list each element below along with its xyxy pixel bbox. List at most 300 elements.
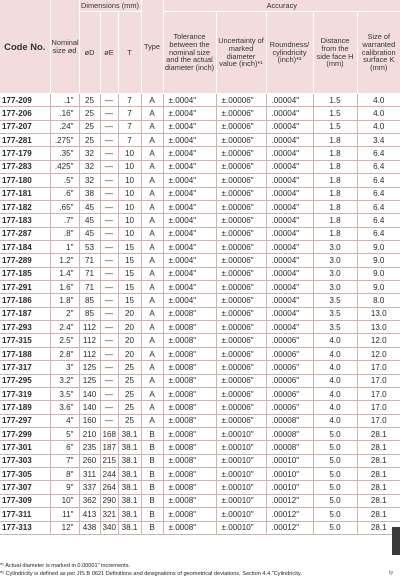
table-row xyxy=(0,160,400,173)
cell-thickness: 7 xyxy=(118,134,141,147)
cell-outer-diameter: 71 xyxy=(79,267,100,280)
cell-thickness: 10 xyxy=(118,227,141,240)
table-row xyxy=(0,427,400,440)
cell-nominal-size: 7" xyxy=(50,454,79,467)
cell-code: 177-181 xyxy=(0,187,50,200)
cell-warranted-surface: 12.0 xyxy=(357,347,400,360)
cell-nominal-size: .1" xyxy=(50,94,79,107)
cell-outer-diameter: 125 xyxy=(79,361,100,374)
cell-thickness: 38.1 xyxy=(118,521,141,534)
page-edge-tab xyxy=(392,527,400,555)
cell-warranted-surface: 6.4 xyxy=(357,227,400,240)
cell-outer-diameter: 71 xyxy=(79,254,100,267)
cell-roundness: .00006" xyxy=(266,374,313,387)
cell-tolerance: ±.0008" xyxy=(163,321,216,334)
cell-uncertainty: ±.00006" xyxy=(216,187,266,200)
cell-thickness: 10 xyxy=(118,214,141,227)
cell-uncertainty: ±.00006" xyxy=(216,94,266,107)
cell-type: B xyxy=(141,508,163,521)
cell-code: 177-319 xyxy=(0,387,50,400)
cell-roundness: .00004" xyxy=(266,227,313,240)
cell-code: 177-184 xyxy=(0,240,50,253)
cell-type: B xyxy=(141,481,163,494)
cell-code: 177-281 xyxy=(0,134,50,147)
cell-thickness: 25 xyxy=(118,387,141,400)
cell-type: A xyxy=(141,387,163,400)
cell-warranted-surface: 4.0 xyxy=(357,94,400,107)
cell-uncertainty: ±.00006" xyxy=(216,240,266,253)
cell-thickness: 20 xyxy=(118,334,141,347)
cell-thickness: 15 xyxy=(118,267,141,280)
header-dimensions: Dimensions (mm) xyxy=(79,0,141,12)
cell-warranted-surface: 28.1 xyxy=(357,481,400,494)
cell-outer-diameter: 413 xyxy=(79,508,100,521)
cell-distance: 4.0 xyxy=(313,387,357,400)
cell-nominal-size: .275" xyxy=(50,134,79,147)
cell-code: 177-206 xyxy=(0,107,50,120)
header-thickness: T xyxy=(118,12,141,94)
cell-warranted-surface: 9.0 xyxy=(357,240,400,253)
cell-distance: 4.0 xyxy=(313,361,357,374)
cell-type: A xyxy=(141,200,163,213)
cell-warranted-surface: 13.0 xyxy=(357,321,400,334)
cell-type: A xyxy=(141,94,163,107)
cell-code: 177-289 xyxy=(0,254,50,267)
cell-tolerance: ±.0004" xyxy=(163,267,216,280)
cell-thickness: 20 xyxy=(118,307,141,320)
cell-distance: 1.8 xyxy=(313,147,357,160)
cell-outer-diameter: 45 xyxy=(79,214,100,227)
cell-inner-diameter: — xyxy=(100,267,118,280)
cell-type: A xyxy=(141,401,163,414)
cell-warranted-surface: 6.4 xyxy=(357,174,400,187)
cell-roundness: .00010" xyxy=(266,454,313,467)
cell-tolerance: ±.0004" xyxy=(163,200,216,213)
cell-type: A xyxy=(141,187,163,200)
cell-roundness: .00004" xyxy=(266,254,313,267)
cell-thickness: 38.1 xyxy=(118,454,141,467)
cell-distance: 1.5 xyxy=(313,94,357,107)
cell-inner-diameter: — xyxy=(100,134,118,147)
cell-code: 177-189 xyxy=(0,401,50,414)
cell-roundness: .00004" xyxy=(266,147,313,160)
cell-outer-diameter: 25 xyxy=(79,107,100,120)
cell-inner-diameter: — xyxy=(100,321,118,334)
cell-distance: 5.0 xyxy=(313,468,357,481)
cell-outer-diameter: 112 xyxy=(79,334,100,347)
table-row xyxy=(0,307,400,320)
cell-inner-diameter: 187 xyxy=(100,441,118,454)
cell-type: B xyxy=(141,454,163,467)
cell-tolerance: ±.0004" xyxy=(163,120,216,133)
cell-outer-diameter: 362 xyxy=(79,494,100,507)
cell-outer-diameter: 112 xyxy=(79,321,100,334)
cell-code: 177-209 xyxy=(0,94,50,107)
cell-tolerance: ±.0008" xyxy=(163,427,216,440)
cell-inner-diameter: — xyxy=(100,254,118,267)
header-nominal-size: Nominal size ød xyxy=(50,0,79,94)
cell-uncertainty: ±.00010" xyxy=(216,521,266,534)
cell-inner-diameter: — xyxy=(100,294,118,307)
cell-code: 177-188 xyxy=(0,347,50,360)
cell-outer-diameter: 160 xyxy=(79,414,100,427)
cell-outer-diameter: 438 xyxy=(79,521,100,534)
cell-uncertainty: ±.00006" xyxy=(216,160,266,173)
cell-uncertainty: ±.00010" xyxy=(216,468,266,481)
cell-type: A xyxy=(141,361,163,374)
cell-uncertainty: ±.00006" xyxy=(216,401,266,414)
cell-roundness: .00004" xyxy=(266,134,313,147)
cell-uncertainty: ±.00010" xyxy=(216,427,266,440)
cell-distance: 5.0 xyxy=(313,521,357,534)
cell-warranted-surface: 28.1 xyxy=(357,441,400,454)
cell-thickness: 10 xyxy=(118,160,141,173)
cell-roundness: .00004" xyxy=(266,294,313,307)
cell-inner-diameter: 264 xyxy=(100,481,118,494)
cell-code: 177-179 xyxy=(0,147,50,160)
header-code: Code No. xyxy=(0,0,50,94)
cell-type: A xyxy=(141,294,163,307)
cell-tolerance: ±.0008" xyxy=(163,334,216,347)
table-row xyxy=(0,254,400,267)
cell-distance: 5.0 xyxy=(313,494,357,507)
cell-uncertainty: ±.00006" xyxy=(216,347,266,360)
cell-warranted-surface: 28.1 xyxy=(357,494,400,507)
cell-nominal-size: 10" xyxy=(50,494,79,507)
cell-distance: 4.0 xyxy=(313,334,357,347)
cell-type: A xyxy=(141,107,163,120)
header-distance: Distance from the side face H (mm) xyxy=(313,12,357,94)
cell-code: 177-305 xyxy=(0,468,50,481)
cell-type: A xyxy=(141,307,163,320)
cell-tolerance: ±.0008" xyxy=(163,468,216,481)
cell-code: 177-311 xyxy=(0,508,50,521)
cell-thickness: 7 xyxy=(118,107,141,120)
cell-thickness: 38.1 xyxy=(118,427,141,440)
cell-roundness: .00004" xyxy=(266,174,313,187)
cell-inner-diameter: — xyxy=(100,401,118,414)
cell-uncertainty: ±.00006" xyxy=(216,120,266,133)
cell-code: 177-207 xyxy=(0,120,50,133)
cell-type: A xyxy=(141,321,163,334)
cell-tolerance: ±.0004" xyxy=(163,134,216,147)
cell-tolerance: ±.0008" xyxy=(163,374,216,387)
cell-uncertainty: ±.00006" xyxy=(216,294,266,307)
cell-inner-diameter: — xyxy=(100,414,118,427)
cell-outer-diameter: 32 xyxy=(79,174,100,187)
cell-thickness: 38.1 xyxy=(118,441,141,454)
table-row xyxy=(0,454,400,467)
table-row xyxy=(0,347,400,360)
cell-code: 177-183 xyxy=(0,214,50,227)
cell-warranted-surface: 13.0 xyxy=(357,307,400,320)
cell-nominal-size: .8" xyxy=(50,227,79,240)
cell-thickness: 15 xyxy=(118,281,141,294)
cell-uncertainty: ±.00006" xyxy=(216,307,266,320)
table-row xyxy=(0,107,400,120)
cell-distance: 3.0 xyxy=(313,267,357,280)
cell-inner-diameter: — xyxy=(100,94,118,107)
cell-tolerance: ±.0004" xyxy=(163,187,216,200)
cell-roundness: .00004" xyxy=(266,321,313,334)
cell-type: A xyxy=(141,227,163,240)
cell-roundness: .00004" xyxy=(266,107,313,120)
cell-roundness: .00008" xyxy=(266,427,313,440)
cell-distance: 1.8 xyxy=(313,174,357,187)
cell-outer-diameter: 140 xyxy=(79,387,100,400)
cell-nominal-size: .16" xyxy=(50,107,79,120)
cell-nominal-size: 4" xyxy=(50,414,79,427)
cell-type: B xyxy=(141,468,163,481)
cell-warranted-surface: 12.0 xyxy=(357,334,400,347)
cell-distance: 5.0 xyxy=(313,454,357,467)
table-row xyxy=(0,521,400,534)
cell-distance: 5.0 xyxy=(313,481,357,494)
cell-distance: 3.5 xyxy=(313,294,357,307)
cell-uncertainty: ±.00010" xyxy=(216,481,266,494)
cell-warranted-surface: 17.0 xyxy=(357,361,400,374)
header-roundness: Roundness/ cylindricity (inch)*² xyxy=(266,12,313,94)
cell-outer-diameter: 140 xyxy=(79,401,100,414)
table-row xyxy=(0,214,400,227)
cell-outer-diameter: 85 xyxy=(79,294,100,307)
table-row xyxy=(0,147,400,160)
cell-roundness: .00004" xyxy=(266,200,313,213)
table-row xyxy=(0,174,400,187)
cell-type: B xyxy=(141,427,163,440)
cell-roundness: .00012" xyxy=(266,521,313,534)
cell-outer-diameter: 38 xyxy=(79,187,100,200)
cell-type: A xyxy=(141,160,163,173)
cell-uncertainty: ±.00006" xyxy=(216,387,266,400)
cell-thickness: 10 xyxy=(118,187,141,200)
cell-nominal-size: .5" xyxy=(50,174,79,187)
cell-outer-diameter: 53 xyxy=(79,240,100,253)
cell-outer-diameter: 25 xyxy=(79,134,100,147)
cell-type: A xyxy=(141,334,163,347)
cell-type: A xyxy=(141,281,163,294)
cell-distance: 1.8 xyxy=(313,134,357,147)
cell-thickness: 38.1 xyxy=(118,481,141,494)
cell-nominal-size: 1.6" xyxy=(50,281,79,294)
cell-type: A xyxy=(141,174,163,187)
cell-inner-diameter: — xyxy=(100,174,118,187)
cell-roundness: .00004" xyxy=(266,120,313,133)
cell-code: 177-180 xyxy=(0,174,50,187)
cell-roundness: .00004" xyxy=(266,307,313,320)
cell-nominal-size: .6" xyxy=(50,187,79,200)
cell-code: 177-185 xyxy=(0,267,50,280)
cell-type: A xyxy=(141,240,163,253)
cell-tolerance: ±.0008" xyxy=(163,414,216,427)
cell-type: A xyxy=(141,254,163,267)
cell-uncertainty: ±.00006" xyxy=(216,107,266,120)
cell-thickness: 38.1 xyxy=(118,468,141,481)
cell-nominal-size: 12" xyxy=(50,521,79,534)
cell-distance: 4.0 xyxy=(313,374,357,387)
cell-code: 177-186 xyxy=(0,294,50,307)
cell-nominal-size: 1.2" xyxy=(50,254,79,267)
cell-thickness: 25 xyxy=(118,414,141,427)
cell-nominal-size: 1" xyxy=(50,240,79,253)
cell-roundness: .00012" xyxy=(266,508,313,521)
table-row xyxy=(0,387,400,400)
cell-code: 177-315 xyxy=(0,334,50,347)
cell-inner-diameter: — xyxy=(100,160,118,173)
cell-outer-diameter: 32 xyxy=(79,160,100,173)
cell-roundness: .00004" xyxy=(266,267,313,280)
cell-warranted-surface: 3.4 xyxy=(357,134,400,147)
cell-roundness: .00004" xyxy=(266,240,313,253)
cell-inner-diameter: 215 xyxy=(100,454,118,467)
cell-roundness: .00010" xyxy=(266,481,313,494)
cell-roundness: .00008" xyxy=(266,441,313,454)
cell-code: 177-299 xyxy=(0,427,50,440)
cell-distance: 3.0 xyxy=(313,240,357,253)
cell-distance: 4.0 xyxy=(313,401,357,414)
cell-warranted-surface: 6.4 xyxy=(357,214,400,227)
cell-distance: 1.8 xyxy=(313,227,357,240)
cell-thickness: 38.1 xyxy=(118,494,141,507)
cell-distance: 1.8 xyxy=(313,160,357,173)
cell-distance: 5.0 xyxy=(313,441,357,454)
cell-distance: 1.5 xyxy=(313,107,357,120)
cell-inner-diameter: — xyxy=(100,147,118,160)
cell-uncertainty: ±.00010" xyxy=(216,494,266,507)
cell-tolerance: ±.0004" xyxy=(163,227,216,240)
cell-inner-diameter: 290 xyxy=(100,494,118,507)
cell-tolerance: ±.0008" xyxy=(163,494,216,507)
cell-roundness: .00004" xyxy=(266,94,313,107)
cell-outer-diameter: 85 xyxy=(79,307,100,320)
cell-uncertainty: ±.00006" xyxy=(216,321,266,334)
cell-thickness: 10 xyxy=(118,174,141,187)
cell-tolerance: ±.0004" xyxy=(163,214,216,227)
cell-warranted-surface: 6.4 xyxy=(357,147,400,160)
cell-warranted-surface: 28.1 xyxy=(357,521,400,534)
cell-tolerance: ±.0008" xyxy=(163,307,216,320)
cell-outer-diameter: 45 xyxy=(79,200,100,213)
cell-tolerance: ±.0004" xyxy=(163,160,216,173)
table-row xyxy=(0,200,400,213)
table-row xyxy=(0,374,400,387)
cell-tolerance: ±.0008" xyxy=(163,481,216,494)
cell-type: A xyxy=(141,414,163,427)
cell-nominal-size: 2.4" xyxy=(50,321,79,334)
cell-type: B xyxy=(141,441,163,454)
table-row xyxy=(0,94,400,107)
cell-nominal-size: .425" xyxy=(50,160,79,173)
table-row xyxy=(0,321,400,334)
cell-nominal-size: 2.8" xyxy=(50,347,79,360)
cell-type: A xyxy=(141,214,163,227)
cell-uncertainty: ±.00006" xyxy=(216,414,266,427)
cell-uncertainty: ±.00010" xyxy=(216,454,266,467)
cell-thickness: 20 xyxy=(118,347,141,360)
table-row xyxy=(0,267,400,280)
cell-outer-diameter: 45 xyxy=(79,227,100,240)
cell-inner-diameter: — xyxy=(100,374,118,387)
cell-uncertainty: ±.00006" xyxy=(216,254,266,267)
cell-code: 177-293 xyxy=(0,321,50,334)
cell-inner-diameter: — xyxy=(100,361,118,374)
cell-inner-diameter: — xyxy=(100,200,118,213)
cell-tolerance: ±.0008" xyxy=(163,521,216,534)
cell-uncertainty: ±.00006" xyxy=(216,147,266,160)
cell-code: 177-307 xyxy=(0,481,50,494)
cell-code: 177-291 xyxy=(0,281,50,294)
footnote-1: *¹ Actual diameter is marked in 0.00001" increments. xyxy=(0,563,131,569)
cell-warranted-surface: 28.1 xyxy=(357,468,400,481)
cell-roundness: .00004" xyxy=(266,281,313,294)
cell-type: A xyxy=(141,374,163,387)
cell-warranted-surface: 4.0 xyxy=(357,107,400,120)
cell-code: 177-313 xyxy=(0,521,50,534)
cell-tolerance: ±.0008" xyxy=(163,361,216,374)
cell-thickness: 7 xyxy=(118,94,141,107)
cell-outer-diameter: 71 xyxy=(79,281,100,294)
cell-nominal-size: 3.5" xyxy=(50,387,79,400)
spec-table-body xyxy=(0,94,400,535)
table-row xyxy=(0,120,400,133)
cell-tolerance: ±.0004" xyxy=(163,174,216,187)
cell-nominal-size: 2.5" xyxy=(50,334,79,347)
cell-distance: 1.8 xyxy=(313,187,357,200)
cell-uncertainty: ±.00006" xyxy=(216,361,266,374)
cell-uncertainty: ±.00006" xyxy=(216,374,266,387)
cell-nominal-size: 11" xyxy=(50,508,79,521)
cell-inner-diameter: — xyxy=(100,214,118,227)
cell-nominal-size: 6" xyxy=(50,441,79,454)
cell-warranted-surface: 6.4 xyxy=(357,160,400,173)
cell-distance: 3.5 xyxy=(313,307,357,320)
header-type: Type xyxy=(141,0,163,94)
table-row xyxy=(0,508,400,521)
cell-distance: 1.8 xyxy=(313,200,357,213)
cell-inner-diameter: — xyxy=(100,227,118,240)
cell-roundness: .00004" xyxy=(266,187,313,200)
cell-inner-diameter: 244 xyxy=(100,468,118,481)
cell-tolerance: ±.0004" xyxy=(163,94,216,107)
cell-uncertainty: ±.00006" xyxy=(216,281,266,294)
cell-warranted-surface: 17.0 xyxy=(357,414,400,427)
cell-nominal-size: 3.6" xyxy=(50,401,79,414)
cell-uncertainty: ±.00010" xyxy=(216,441,266,454)
cell-tolerance: ±.0004" xyxy=(163,240,216,253)
cell-type: A xyxy=(141,147,163,160)
cell-distance: 1.5 xyxy=(313,120,357,133)
cell-tolerance: ±.0008" xyxy=(163,401,216,414)
cell-inner-diameter: 168 xyxy=(100,427,118,440)
cell-uncertainty: ±.00006" xyxy=(216,134,266,147)
cell-code: 177-301 xyxy=(0,441,50,454)
cell-roundness: .00006" xyxy=(266,361,313,374)
cell-tolerance: ±.0004" xyxy=(163,281,216,294)
cell-warranted-surface: 4.0 xyxy=(357,120,400,133)
table-row xyxy=(0,361,400,374)
cell-thickness: 10 xyxy=(118,147,141,160)
cell-nominal-size: 8" xyxy=(50,468,79,481)
cell-code: 177-309 xyxy=(0,494,50,507)
cell-distance: 3.5 xyxy=(313,321,357,334)
cell-outer-diameter: 32 xyxy=(79,147,100,160)
cell-distance: 3.0 xyxy=(313,254,357,267)
cell-type: A xyxy=(141,267,163,280)
cell-inner-diameter: — xyxy=(100,347,118,360)
table-row xyxy=(0,441,400,454)
cell-nominal-size: 5" xyxy=(50,427,79,440)
cell-thickness: 15 xyxy=(118,240,141,253)
